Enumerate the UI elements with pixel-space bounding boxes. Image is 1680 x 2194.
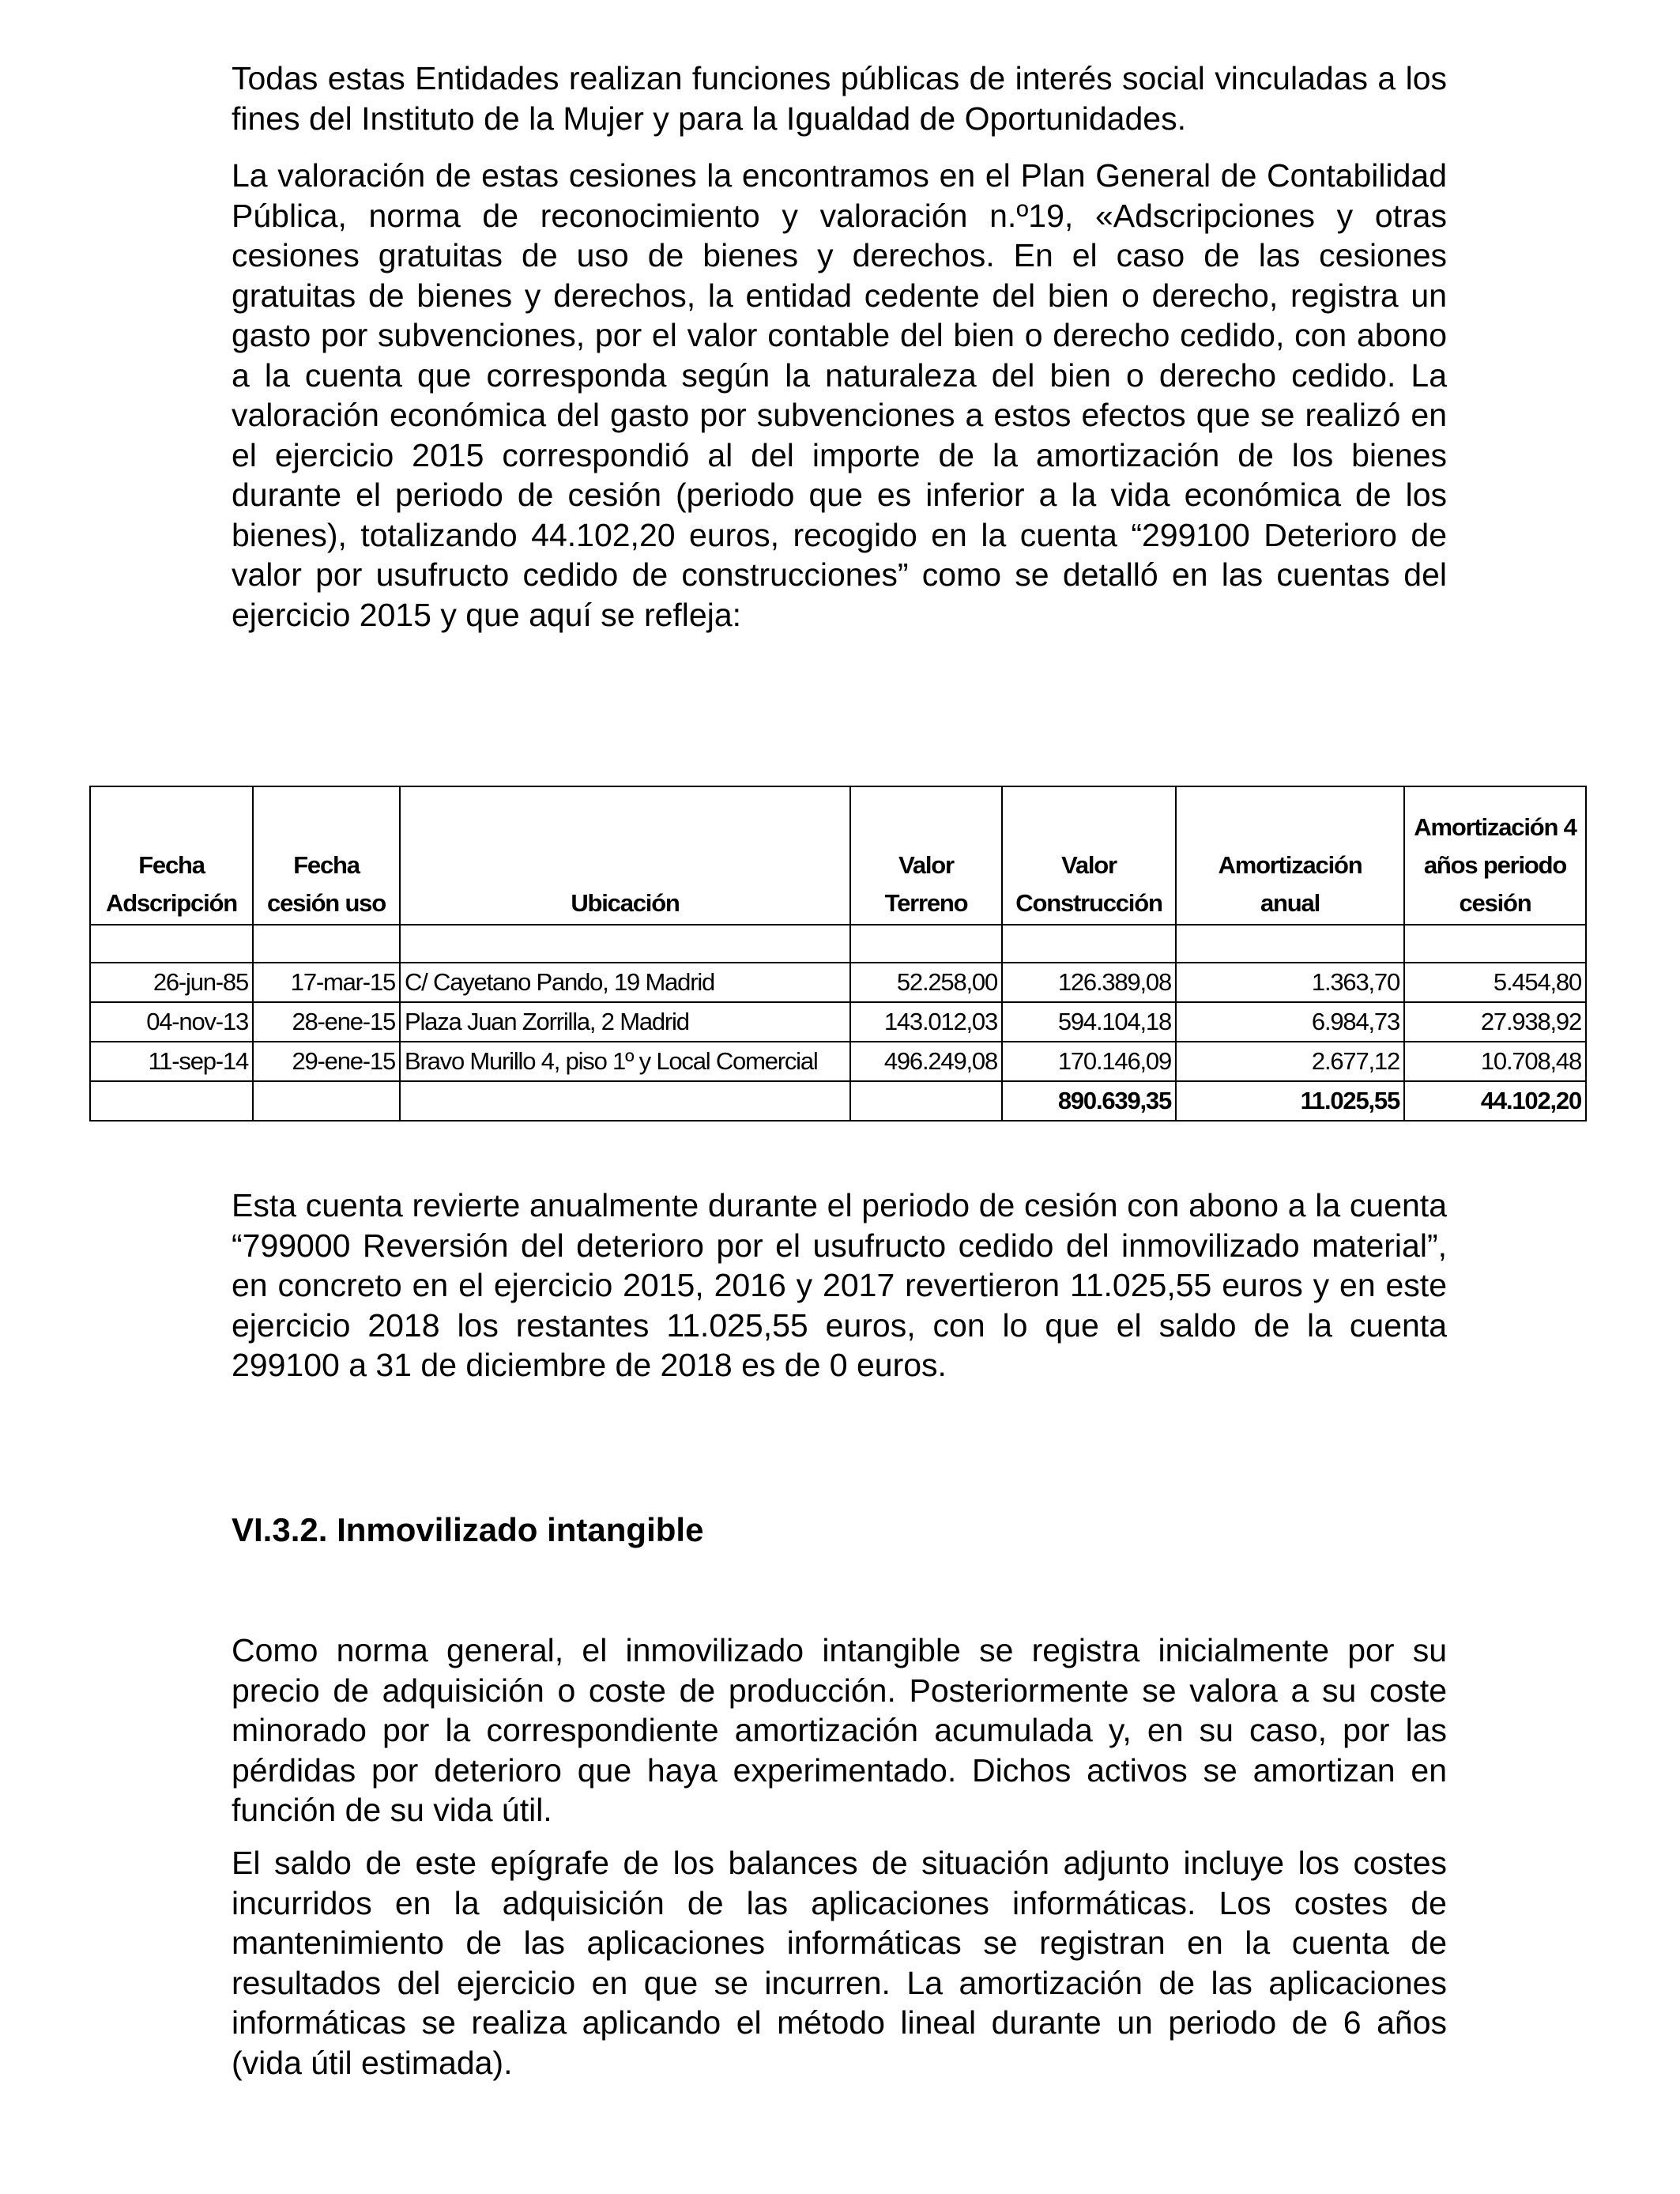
header-amortizacion-anual: Amortización anual [1176, 786, 1404, 925]
reversal-paragraph: Esta cuenta revierte anualmente durante el periodo de cesión con abono a la cuenta “799000 Reversión del deterioro por el usufructo cedido del inmovilizado material”, en concreto en el ejercicio 2015, 2016 y 2017 revertieron 11.025,55 euros y en este ejercicio 2018 los restantes 11.025,55 euros, con lo que el saldo de la cuenta 299100 a 31 de diciembre de 2018 es de 0 euros. [232, 1187, 1447, 1383]
header-fecha-adscripcion: Fecha Adscripción [90, 786, 253, 925]
header-amortizacion-4-anos: Amortización 4 años periodo cesión [1404, 786, 1586, 925]
header-valor-terreno: Valor Terreno [850, 786, 1002, 925]
header-fecha-cesion: Fecha cesión uso [253, 786, 400, 925]
header-valor-construccion: Valor Construcción [1002, 786, 1176, 925]
table-row [90, 1002, 1586, 1042]
table-row [90, 963, 1586, 1002]
valuation-paragraph: La valoración de estas cesiones la encontramos en el Plan General de Contabilidad Pública, norma de reconocimiento y valoración n.º19, «Adscripciones y otras cesiones gratuitas de uso de bienes y derechos. En el caso de las cesiones gratuitas de bienes y derechos, la entidad cedente del bien o derecho, registra un gasto por subvenciones, por el valor contable del bien o derecho cedido, con abono a la cuenta que corresponda según la naturaleza del bien o derecho cedido. La valoración económica del gasto por subvenciones a estos efectos que se realizó en el ejercicio 2015 correspondió al del importe de la amortización de los bienes durante el periodo de cesión (periodo que es inferior a la vida económica de los bienes), totalizando 44.102,20 euros, recogido en la cuenta “299100 Deterioro de valor por usufructo cedido de construcciones” como se detalló en las cuentas del ejercicio 2015 y que aquí se refleja: [232, 157, 1447, 633]
cell-valor-terreno: 143.012,03 [850, 1002, 1002, 1042]
cell-ubicacion: C/ Cayetano Pando, 19 Madrid [400, 963, 850, 1002]
cell-amortizacion-4: 10.708,48 [1404, 1042, 1586, 1081]
table-header-row [90, 786, 1586, 925]
table-spacer-row [90, 925, 1586, 963]
cell-valor-terreno: 496.249,08 [850, 1042, 1002, 1081]
cell-valor-construccion: 594.104,18 [1002, 1002, 1176, 1042]
cell-amortizacion-4: 5.454,80 [1404, 963, 1586, 1002]
total-valor-construccion: 890.639,35 [1002, 1081, 1176, 1121]
cell-amortizacion-anual: 2.677,12 [1176, 1042, 1404, 1081]
intro-paragraph: Todas estas Entidades realizan funciones públicas de interés social vinculadas a los fines del Instituto de la Mujer y para la Igualdad de Oportunidades. [232, 60, 1447, 137]
total-amortizacion-4: 44.102,20 [1404, 1081, 1586, 1121]
intangible-general-paragraph: Como norma general, el inmovilizado intangible se registra inicialmente por su precio de adquisición o coste de producción. Posteriormente se valora a su coste minorado por la correspondiente amortización acumulada y, en su caso, por las pérdidas por deterioro que haya experimentado. Dichos activos se amortizan en función de su vida útil. [232, 1632, 1447, 1828]
cell-fecha-adscripcion: 26-jun-85 [90, 963, 253, 1002]
cell-amortizacion-anual: 1.363,70 [1176, 963, 1404, 1002]
intangible-balance-paragraph: El saldo de este epígrafe de los balances de situación adjunto incluye los costes incurridos en la adquisición de las aplicaciones informáticas. Los costes de mantenimiento de las aplicaciones informáticas se registran en la cuenta de resultados del ejercicio en que se incurren. La amortización de las aplicaciones informáticas se realiza aplicando el método lineal durante un periodo de 6 años (vida útil estimada). [232, 1845, 1447, 2081]
cell-fecha-cesion: 28-ene-15 [253, 1002, 400, 1042]
cell-ubicacion: Bravo Murillo 4, piso 1º y Local Comercial [400, 1042, 850, 1081]
total-amortizacion-anual: 11.025,55 [1176, 1081, 1404, 1121]
cell-fecha-cesion: 29-ene-15 [253, 1042, 400, 1081]
cessions-table [89, 786, 1587, 1122]
cell-ubicacion: Plaza Juan Zorrilla, 2 Madrid [400, 1002, 850, 1042]
cell-fecha-adscripcion: 04-nov-13 [90, 1002, 253, 1042]
cell-valor-construccion: 126.389,08 [1002, 963, 1176, 1002]
section-heading: VI.3.2. Inmovilizado intangible [232, 1511, 704, 1548]
cell-valor-construccion: 170.146,09 [1002, 1042, 1176, 1081]
header-ubicacion: Ubicación [400, 786, 850, 925]
cell-valor-terreno: 52.258,00 [850, 963, 1002, 1002]
cell-fecha-cesion: 17-mar-15 [253, 963, 400, 1002]
cell-fecha-adscripcion: 11-sep-14 [90, 1042, 253, 1081]
table-total-row [90, 1081, 1586, 1121]
cell-amortizacion-anual: 6.984,73 [1176, 1002, 1404, 1042]
table-row [90, 1042, 1586, 1081]
cell-amortizacion-4: 27.938,92 [1404, 1002, 1586, 1042]
